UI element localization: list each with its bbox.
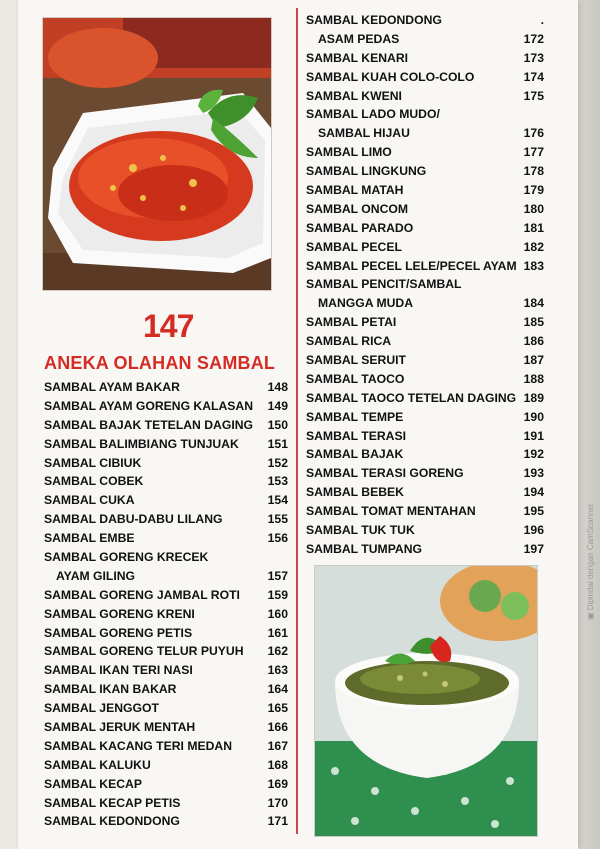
toc-entry-page: 169: [267, 776, 288, 791]
toc-entry-continued: [306, 294, 544, 313]
toc-entry-page: 151: [267, 436, 288, 451]
toc-entry-name: SAMBAL KEDONDONG: [44, 814, 180, 829]
toc-entry-name: SAMBAL KEDONDONG: [306, 13, 442, 27]
toc-entry: [306, 483, 544, 502]
toc-entry: [44, 529, 288, 548]
toc-entry-page: 194: [523, 485, 544, 500]
toc-entry-name: SAMBAL KACANG TERI MEDAN: [44, 738, 233, 753]
toc-entry-name: SAMBAL RICA: [306, 334, 392, 349]
toc-entry-continued: [44, 567, 288, 586]
toc-entry-name: SAMBAL EMBE: [44, 531, 135, 546]
toc-entry: [306, 257, 544, 276]
toc-entry: [306, 408, 544, 427]
toc-entry: [44, 435, 288, 454]
sambal-photo-top: [42, 17, 272, 291]
toc-entry-page: 150: [267, 417, 288, 432]
toc-entry: [44, 586, 288, 605]
book-spine: [578, 0, 600, 849]
toc-entry-name: SAMBAL CUKA: [44, 493, 135, 508]
toc-entry-page: 187: [523, 353, 544, 368]
toc-entry-name: SAMBAL IKAN BAKAR: [44, 682, 177, 697]
toc-entry-continued: [306, 124, 544, 143]
toc-entry-name: SAMBAL PECEL: [306, 239, 402, 254]
toc-entry: [306, 181, 544, 200]
toc-entry: [306, 464, 544, 483]
toc-entry: [44, 737, 288, 756]
scanner-watermark: [586, 503, 595, 620]
toc-entry-page: 195: [523, 504, 544, 519]
toc-entry: [306, 389, 544, 408]
toc-entry-name: SAMBAL MATAH: [306, 183, 404, 198]
toc-entry-name: SAMBAL KWENI: [306, 88, 402, 103]
toc-entry-page: 160: [267, 606, 288, 621]
toc-entry-name: SAMBAL JENGGOT: [44, 701, 159, 716]
toc-entry-page: 159: [267, 587, 288, 602]
scanner-watermark-text: Dipindai dengan CamScanner: [586, 503, 595, 611]
toc-entry-page: 184: [523, 296, 544, 311]
toc-entry-name: SAMBAL GORENG KRENI: [44, 606, 195, 621]
toc-entry: [44, 491, 288, 510]
toc-entry: [306, 11, 544, 30]
toc-entry-name: AYAM GILING: [56, 568, 136, 583]
toc-entry-page: .: [540, 13, 544, 27]
toc-entry-name: SAMBAL KECAP PETIS: [44, 795, 181, 810]
toc-entry-page: 197: [523, 541, 544, 556]
toc-entry-name: SAMBAL TUK TUK: [306, 523, 415, 538]
toc-entry-page: 165: [267, 701, 288, 716]
toc-entry-name: SAMBAL LIMO: [306, 145, 392, 160]
toc-entry: [306, 200, 544, 219]
toc-entry-name: SAMBAL KALUKU: [44, 757, 151, 772]
toc-entry-name: SAMBAL PECEL LELE/PECEL AYAM: [306, 258, 517, 273]
toc-entry: [44, 454, 288, 473]
toc-entry: [44, 680, 288, 699]
toc-entry-name: SAMBAL COBEK: [44, 474, 144, 489]
toc-entry-name: SAMBAL TAOCO TETELAN DAGING: [306, 390, 517, 405]
toc-entry: [44, 416, 288, 435]
toc-entry: [44, 605, 288, 624]
toc-entry: [306, 87, 544, 106]
toc-entry: [306, 521, 544, 540]
toc-entry: [306, 219, 544, 238]
toc-entry-page: 186: [523, 334, 544, 349]
toc-entry-name: SAMBAL DABU-DABU LILANG: [44, 512, 223, 527]
toc-entry-name: SAMBAL CIBIUK: [44, 455, 142, 470]
toc-entry-page: 155: [267, 512, 288, 527]
toc-entry: [44, 794, 288, 813]
toc-entry-name: SAMBAL TERASI: [306, 428, 406, 443]
toc-entry-page: 171: [267, 814, 288, 829]
toc-entry-name: SAMBAL TAOCO: [306, 371, 405, 386]
toc-entry-page: 182: [523, 239, 544, 254]
toc-entry-name: SAMBAL KUAH COLO-COLO: [306, 69, 475, 84]
toc-list-right: [306, 11, 544, 559]
toc-entry: [44, 812, 288, 831]
toc-entry-page: 153: [267, 474, 288, 489]
toc-entry: [44, 756, 288, 775]
toc-entry: [44, 378, 288, 397]
toc-entry-name: SAMBAL KENARI: [306, 50, 409, 65]
toc-entry-page: 173: [523, 50, 544, 65]
toc-entry-name: SAMBAL AYAM GORENG KALASAN: [44, 398, 254, 413]
toc-entry-name: SAMBAL TOMAT MENTAHAN: [306, 504, 476, 519]
toc-entry-name: SAMBAL BAJAK: [306, 447, 404, 462]
toc-entry: [44, 775, 288, 794]
toc-entry-name: SAMBAL GORENG KRECEK: [44, 550, 209, 565]
column-divider: [296, 8, 298, 834]
toc-entry-page: 170: [267, 795, 288, 810]
toc-entry-page: 192: [523, 447, 544, 462]
toc-entry: [44, 699, 288, 718]
toc-entry: [306, 351, 544, 370]
toc-entry-name: SAMBAL TEMPE: [306, 409, 404, 424]
sambal-photo-bottom: [314, 565, 538, 837]
toc-entry-name: ASAM PEDAS: [318, 31, 400, 46]
toc-entry-page: 168: [267, 757, 288, 772]
toc-entry-page: 152: [267, 455, 288, 470]
toc-entry-name: SAMBAL IKAN TERI NASI: [44, 663, 193, 678]
toc-entry-page: 176: [523, 126, 544, 141]
toc-entry-page: 193: [523, 466, 544, 481]
toc-entry-page: 172: [523, 31, 544, 46]
toc-entry-name: SAMBAL GORENG TELUR PUYUH: [44, 644, 244, 659]
toc-entry-page: 183: [523, 258, 544, 273]
toc-entry: [306, 370, 544, 389]
toc-entry-name: SAMBAL ONCOM: [306, 201, 409, 216]
toc-entry: [44, 548, 288, 567]
toc-entry-page: 189: [523, 390, 544, 405]
toc-entry-page: 156: [267, 531, 288, 546]
toc-entry-name: SAMBAL TUMPANG: [306, 541, 423, 556]
toc-entry: [306, 105, 544, 124]
toc-entry-page: 163: [267, 663, 288, 678]
toc-entry-page: 188: [523, 371, 544, 386]
toc-entry-page: 181: [523, 220, 544, 235]
toc-entry: [306, 49, 544, 68]
toc-entry: [306, 540, 544, 559]
toc-entry-name: SAMBAL BALIMBIANG TUNJUAK: [44, 436, 239, 451]
toc-entry-page: 164: [267, 682, 288, 697]
toc-entry: [44, 642, 288, 661]
toc-entry-page: 167: [267, 738, 288, 753]
toc-entry-name: SAMBAL PETAI: [306, 315, 397, 330]
toc-entry-page: 179: [523, 183, 544, 198]
toc-entry-page: 180: [523, 201, 544, 216]
toc-list-left: [44, 378, 288, 831]
camscanner-logo-icon: ▣: [586, 610, 595, 620]
toc-entry-page: 149: [267, 398, 288, 413]
toc-entry: [306, 238, 544, 257]
toc-entry: [44, 661, 288, 680]
toc-entry: [44, 718, 288, 737]
toc-entry: [306, 275, 544, 294]
toc-entry-name: SAMBAL SERUIT: [306, 353, 406, 368]
chapter-number: 147: [143, 308, 194, 344]
toc-entry-name: SAMBAL TERASI GORENG: [306, 466, 464, 481]
toc-entry-name: SAMBAL BEBEK: [306, 485, 404, 500]
toc-entry-page: 166: [267, 720, 288, 735]
toc-entry: [306, 68, 544, 87]
toc-entry-name: SAMBAL GORENG JAMBAL ROTI: [44, 587, 240, 602]
toc-entry-page: 196: [523, 523, 544, 538]
toc-entry-page: 177: [523, 145, 544, 160]
toc-entry-name: SAMBAL BAJAK TETELAN DAGING: [44, 417, 253, 432]
toc-entry-name: SAMBAL JERUK MENTAH: [44, 720, 196, 735]
toc-entry-page: 157: [267, 568, 288, 583]
toc-entry: [306, 313, 544, 332]
toc-entry-name: SAMBAL HIJAU: [318, 126, 410, 141]
toc-entry: [306, 502, 544, 521]
chapter-title: ANEKA OLAHAN SAMBAL: [44, 353, 276, 373]
toc-entry-page: 185: [523, 315, 544, 330]
toc-entry-page: 175: [523, 88, 544, 103]
toc-entry-name: SAMBAL KECAP: [44, 776, 142, 791]
toc-entry-page: 174: [523, 69, 544, 84]
toc-entry-continued: [306, 30, 544, 49]
toc-entry-page: 191: [523, 428, 544, 443]
toc-entry: [306, 427, 544, 446]
toc-entry: [44, 472, 288, 491]
toc-entry-page: 162: [267, 644, 288, 659]
toc-entry-name: SAMBAL PENCIT/SAMBAL: [306, 277, 462, 292]
toc-entry: [44, 624, 288, 643]
toc-entry-page: 161: [267, 625, 288, 640]
toc-entry-name: SAMBAL GORENG PETIS: [44, 625, 193, 640]
toc-entry: [44, 510, 288, 529]
toc-entry-name: SAMBAL PARADO: [306, 220, 414, 235]
toc-entry-page: 148: [267, 380, 288, 394]
toc-entry-page: 154: [267, 493, 288, 508]
toc-entry-name: SAMBAL LINGKUNG: [306, 164, 427, 179]
toc-entry: [306, 332, 544, 351]
toc-entry: [306, 445, 544, 464]
toc-entry-name: SAMBAL LADO MUDO/: [306, 107, 440, 122]
toc-entry: [44, 397, 288, 416]
toc-entry-page: 190: [523, 409, 544, 424]
toc-entry: [306, 143, 544, 162]
toc-entry-page: 178: [523, 164, 544, 179]
toc-entry: [306, 162, 544, 181]
toc-entry-name: MANGGA MUDA: [318, 296, 414, 311]
toc-entry-name: SAMBAL AYAM BAKAR: [44, 380, 180, 394]
